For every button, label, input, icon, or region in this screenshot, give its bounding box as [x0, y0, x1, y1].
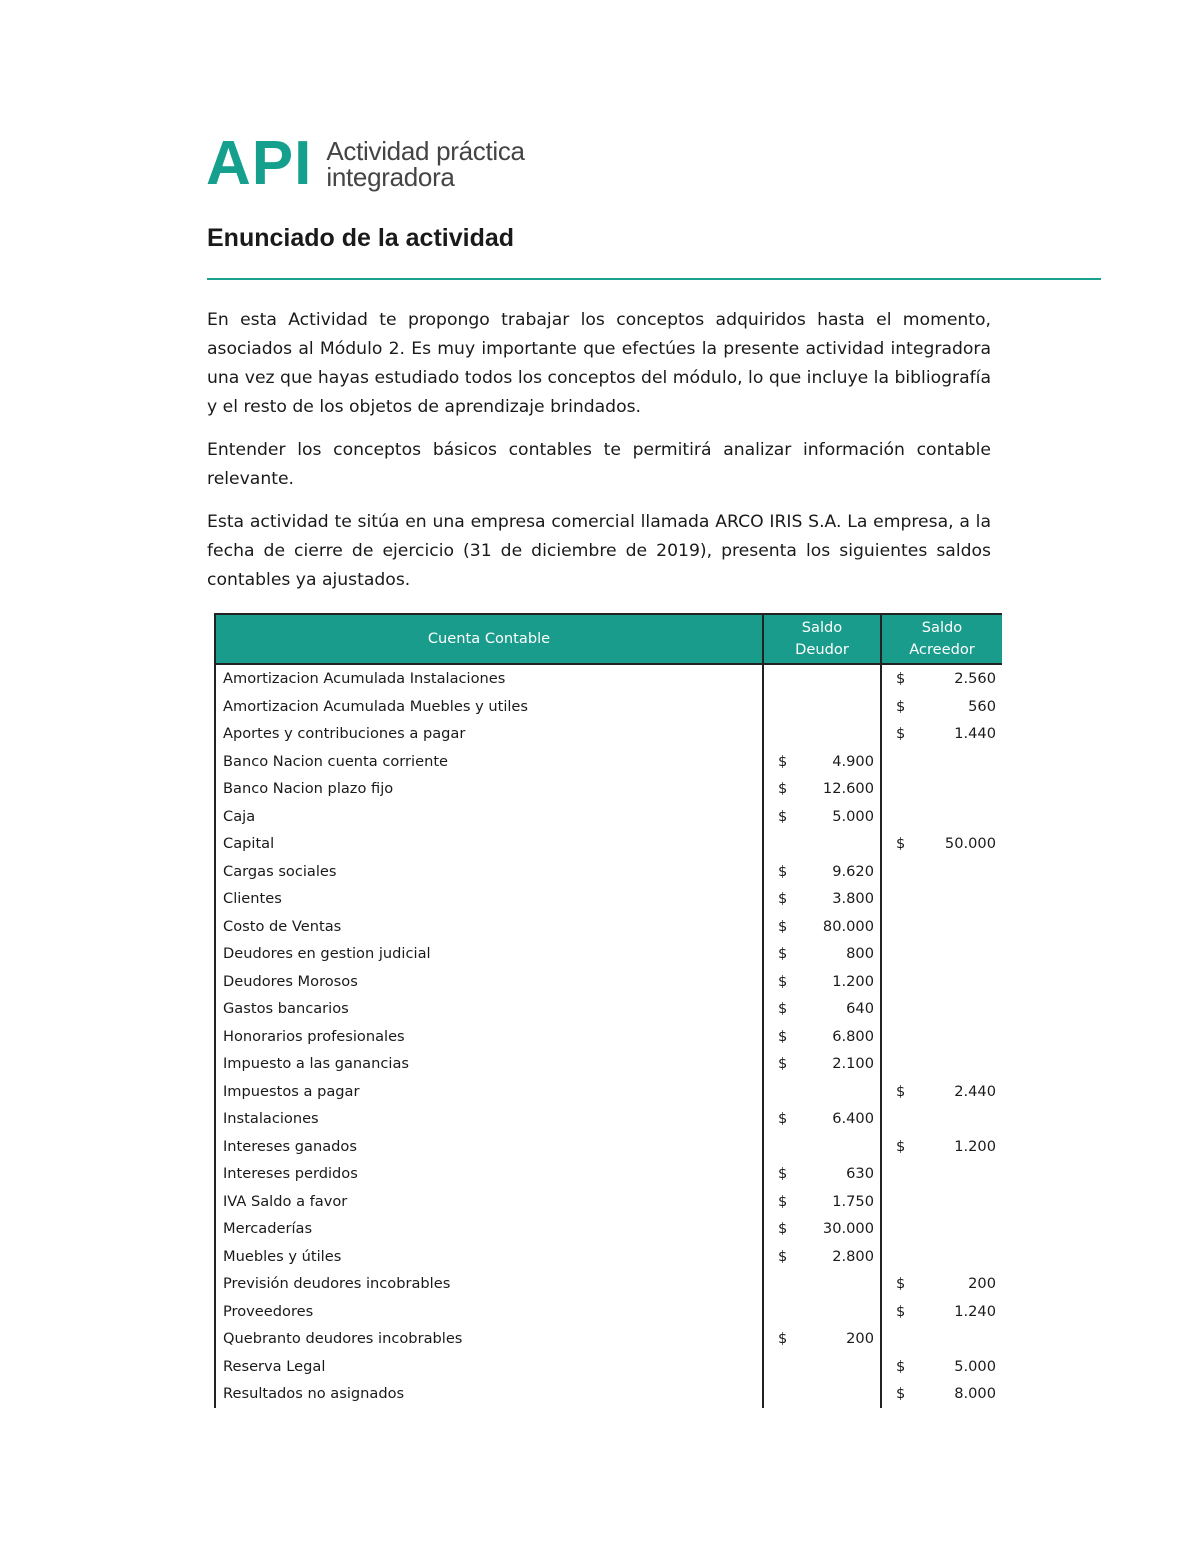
table-row	[215, 1380, 1002, 1408]
table-body	[215, 664, 1002, 1408]
debit-cell	[763, 1105, 881, 1133]
account-name: Resultados no asignados	[215, 1380, 763, 1408]
currency-symbol: $	[778, 1055, 788, 1073]
account-name: Reserva Legal	[215, 1353, 763, 1381]
account-name: Amortizacion Acumulada Instalaciones	[215, 664, 763, 693]
account-name: Proveedores	[215, 1298, 763, 1326]
account-name: Intereses ganados	[215, 1133, 763, 1161]
currency-symbol: $	[778, 1192, 788, 1210]
currency-symbol: $	[896, 1275, 906, 1293]
currency-symbol: $	[778, 1330, 788, 1348]
account-name: Deudores en gestion judicial	[215, 940, 763, 968]
currency-symbol: $	[896, 670, 906, 688]
table-row	[215, 693, 1002, 721]
debit-amount: 30.000	[822, 1220, 874, 1238]
credit-cell	[881, 1298, 1002, 1326]
currency-symbol: $	[778, 1165, 788, 1183]
currency-symbol: $	[896, 1137, 906, 1155]
debit-amount: 1.200	[832, 972, 874, 990]
credit-cell	[881, 1160, 1002, 1188]
debit-amount: 640	[846, 1000, 874, 1018]
paragraph-concepts: Entender los conceptos básicos contables te permitirá analizar información contable relevante.	[207, 440, 991, 489]
table-row	[215, 830, 1002, 858]
debit-amount: 2.100	[832, 1055, 874, 1073]
currency-symbol: $	[896, 1385, 906, 1403]
account-name: IVA Saldo a favor	[215, 1188, 763, 1216]
logo-text	[326, 138, 524, 190]
credit-cell	[881, 693, 1002, 721]
debit-cell	[763, 1160, 881, 1188]
logo-text-line2: integradora	[326, 162, 455, 192]
balances-table-container	[214, 613, 1002, 1413]
debit-cell	[763, 1023, 881, 1051]
debit-cell	[763, 1078, 881, 1106]
header-debit	[763, 614, 881, 664]
account-name: Impuestos a pagar	[215, 1078, 763, 1106]
credit-amount: 5.000	[954, 1357, 996, 1375]
currency-symbol: $	[896, 1302, 906, 1320]
debit-amount: 4.900	[832, 752, 874, 770]
currency-symbol: $	[778, 890, 788, 908]
currency-symbol: $	[896, 1082, 906, 1100]
currency-symbol: $	[778, 1247, 788, 1265]
credit-cell	[881, 913, 1002, 941]
account-name: Amortizacion Acumulada Muebles y utiles	[215, 693, 763, 721]
debit-cell	[763, 664, 881, 693]
currency-symbol: $	[778, 917, 788, 935]
logo-text-line1: Actividad práctica	[326, 136, 525, 166]
credit-cell	[881, 1243, 1002, 1271]
currency-symbol: $	[778, 780, 788, 798]
debit-amount: 12.600	[822, 780, 874, 798]
currency-symbol: $	[778, 1027, 788, 1045]
account-name: Capital	[215, 830, 763, 858]
table-row	[215, 1325, 1002, 1353]
table-row	[215, 1078, 1002, 1106]
credit-amount: 50.000	[944, 835, 996, 853]
table-row	[215, 858, 1002, 886]
currency-symbol: $	[778, 1110, 788, 1128]
debit-cell	[763, 748, 881, 776]
credit-amount: 1.440	[954, 725, 996, 743]
debit-cell	[763, 775, 881, 803]
logo-mark: API	[206, 129, 313, 198]
currency-symbol: $	[778, 752, 788, 770]
credit-cell	[881, 995, 1002, 1023]
paragraph-intro: En esta Actividad te propongo trabajar los conceptos adquiridos hasta el momento, asociados al Módulo 2. Es muy importante que efectúes la presente actividad integradora una vez que hayas estudiado todos los conceptos del módulo, lo que incluye la bibliografía y el resto de los objetos de aprendizaje brindados.	[207, 310, 991, 417]
header-credit-line1: Saldo	[921, 619, 963, 636]
table-row	[215, 1105, 1002, 1133]
currency-symbol: $	[896, 697, 906, 715]
credit-amount: 1.240	[954, 1302, 996, 1320]
credit-amount: 560	[968, 697, 996, 715]
debit-amount: 630	[846, 1165, 874, 1183]
credit-cell	[881, 885, 1002, 913]
credit-amount: 2.440	[954, 1082, 996, 1100]
credit-cell	[881, 1105, 1002, 1133]
table-row	[215, 913, 1002, 941]
account-name: Aportes y contribuciones a pagar	[215, 720, 763, 748]
table-row	[215, 1298, 1002, 1326]
debit-amount: 80.000	[822, 917, 874, 935]
credit-cell	[881, 968, 1002, 996]
credit-cell	[881, 1270, 1002, 1298]
debit-cell	[763, 1188, 881, 1216]
debit-cell	[763, 1050, 881, 1078]
account-name: Deudores Morosos	[215, 968, 763, 996]
credit-amount: 1.200	[954, 1137, 996, 1155]
debit-cell	[763, 885, 881, 913]
debit-cell	[763, 720, 881, 748]
credit-amount: 8.000	[954, 1385, 996, 1403]
credit-cell	[881, 720, 1002, 748]
credit-cell	[881, 1325, 1002, 1353]
credit-cell	[881, 1353, 1002, 1381]
currency-symbol: $	[896, 835, 906, 853]
table-row	[215, 1050, 1002, 1078]
table-row	[215, 720, 1002, 748]
credit-cell	[881, 664, 1002, 693]
debit-cell	[763, 693, 881, 721]
page-title: Enunciado de la actividad	[207, 224, 515, 252]
credit-amount: 2.560	[954, 670, 996, 688]
currency-symbol: $	[896, 725, 906, 743]
debit-amount: 5.000	[832, 807, 874, 825]
header-credit-line2: Acreedor	[909, 641, 975, 658]
debit-amount: 200	[846, 1330, 874, 1348]
credit-cell	[881, 1078, 1002, 1106]
table-row	[215, 1160, 1002, 1188]
account-name: Banco Nacion cuenta corriente	[215, 748, 763, 776]
credit-cell	[881, 1380, 1002, 1408]
account-name: Quebranto deudores incobrables	[215, 1325, 763, 1353]
table-row	[215, 1270, 1002, 1298]
credit-cell	[881, 830, 1002, 858]
credit-cell	[881, 858, 1002, 886]
header-debit-line2: Deudor	[795, 641, 849, 658]
table-row	[215, 1133, 1002, 1161]
account-name: Intereses perdidos	[215, 1160, 763, 1188]
table-row	[215, 1023, 1002, 1051]
account-name: Honorarios profesionales	[215, 1023, 763, 1051]
debit-amount: 9.620	[832, 862, 874, 880]
currency-symbol: $	[778, 807, 788, 825]
debit-amount: 3.800	[832, 890, 874, 908]
credit-amount: 200	[968, 1275, 996, 1293]
account-name: Muebles y útiles	[215, 1243, 763, 1271]
credit-cell	[881, 1023, 1002, 1051]
credit-cell	[881, 940, 1002, 968]
debit-cell	[763, 1298, 881, 1326]
account-name: Impuesto a las ganancias	[215, 1050, 763, 1078]
table-row	[215, 995, 1002, 1023]
table-row	[215, 1188, 1002, 1216]
debit-amount: 6.400	[832, 1110, 874, 1128]
debit-amount: 6.800	[832, 1027, 874, 1045]
account-name: Costo de Ventas	[215, 913, 763, 941]
credit-cell	[881, 1050, 1002, 1078]
table-row	[215, 1243, 1002, 1271]
debit-cell	[763, 1270, 881, 1298]
account-name: Mercaderías	[215, 1215, 763, 1243]
currency-symbol: $	[778, 1000, 788, 1018]
currency-symbol: $	[778, 972, 788, 990]
debit-cell	[763, 913, 881, 941]
account-name: Banco Nacion plazo fijo	[215, 775, 763, 803]
credit-cell	[881, 803, 1002, 831]
account-name: Previsión deudores incobrables	[215, 1270, 763, 1298]
currency-symbol: $	[778, 862, 788, 880]
debit-cell	[763, 1215, 881, 1243]
credit-cell	[881, 775, 1002, 803]
api-logo	[206, 129, 525, 198]
debit-cell	[763, 1133, 881, 1161]
debit-cell	[763, 1380, 881, 1408]
credit-cell	[881, 1215, 1002, 1243]
account-name: Caja	[215, 803, 763, 831]
table-row	[215, 803, 1002, 831]
debit-cell	[763, 995, 881, 1023]
table-row	[215, 775, 1002, 803]
debit-cell	[763, 803, 881, 831]
account-name: Clientes	[215, 885, 763, 913]
account-name: Instalaciones	[215, 1105, 763, 1133]
account-name: Cargas sociales	[215, 858, 763, 886]
debit-amount: 2.800	[832, 1247, 874, 1265]
table-row	[215, 664, 1002, 693]
debit-cell	[763, 1353, 881, 1381]
credit-cell	[881, 1133, 1002, 1161]
currency-symbol: $	[778, 1220, 788, 1238]
table-row	[215, 748, 1002, 776]
currency-symbol: $	[778, 945, 788, 963]
debit-cell	[763, 1325, 881, 1353]
debit-cell	[763, 940, 881, 968]
debit-cell	[763, 858, 881, 886]
debit-cell	[763, 1243, 881, 1271]
table-row	[215, 968, 1002, 996]
account-name: Gastos bancarios	[215, 995, 763, 1023]
currency-symbol: $	[896, 1357, 906, 1375]
header-account: Cuenta Contable	[215, 614, 763, 664]
title-divider	[207, 278, 1101, 280]
credit-cell	[881, 748, 1002, 776]
header-credit	[881, 614, 1002, 664]
header-debit-line1: Saldo	[801, 619, 843, 636]
debit-cell	[763, 968, 881, 996]
table-row	[215, 1215, 1002, 1243]
table-row	[215, 940, 1002, 968]
paragraph-company: Esta actividad te sitúa en una empresa comercial llamada ARCO IRIS S.A. La empresa, a la fecha de cierre de ejercicio (31 de diciembre de 2019), presenta los siguientes saldos contables ya ajustados.	[207, 512, 991, 590]
balances-table	[214, 613, 1002, 1408]
debit-cell	[763, 830, 881, 858]
table-row	[215, 885, 1002, 913]
table-row	[215, 1353, 1002, 1381]
debit-amount: 1.750	[832, 1192, 874, 1210]
debit-amount: 800	[846, 945, 874, 963]
credit-cell	[881, 1188, 1002, 1216]
activity-description	[207, 306, 991, 609]
table-header-row	[215, 614, 1002, 664]
